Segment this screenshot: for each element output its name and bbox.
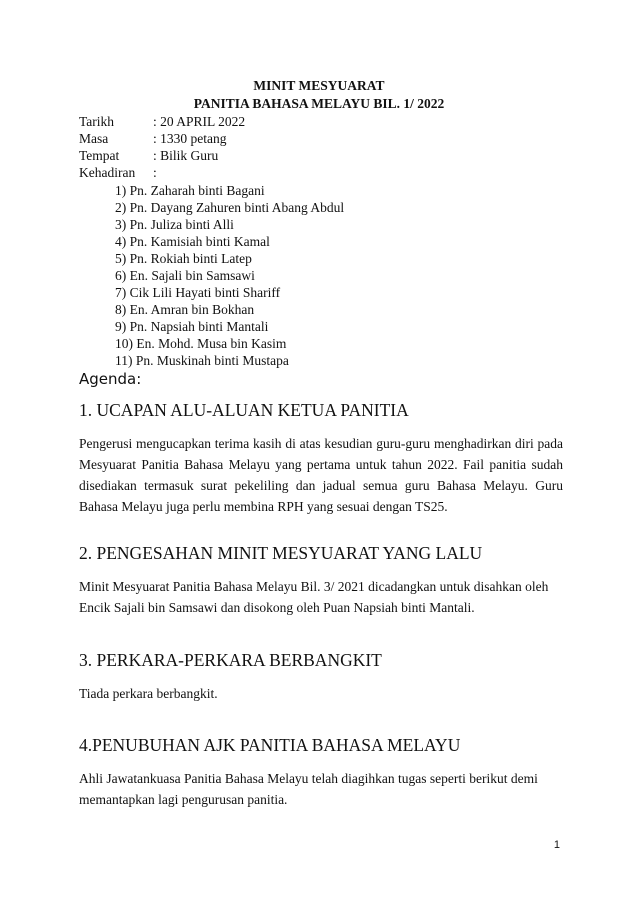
attendee-item: 8) En. Amran bin Bokhan [115,302,255,317]
meta-value: : 20 APRIL 2022 [153,114,246,129]
attendee-item: 2) Pn. Dayang Zahuren binti Abang Abdul [115,200,345,215]
attendee-item: 11) Pn. Muskinah binti Mustapa [115,353,289,368]
attendee-item: 4) Pn. Kamisiah binti Kamal [115,234,270,249]
section-heading: 1. UCAPAN ALU-ALUAN KETUA PANITIA [79,400,409,420]
section-heading: 4.PENUBUHAN AJK PANITIA BAHASA MELAYU [79,735,461,755]
meta-label: Masa [79,131,109,146]
section-body: Pengerusi mengucapkan terima kasih di atas kesudian guru-guru menghadirkan diri pada Mesyuarat Panitia Bahasa Melayu yang pertama untuk tahun 2022. Fail panitia sudah disediakan termasuk surat pekeliling dan jadual semua guru Bahasa Melayu. Guru Bahasa Melayu juga perlu membina RPH yang sesuai dengan TS25. [79,436,563,514]
section-body: Minit Mesyuarat Panitia Bahasa Melayu Bil. 3/ 2021 dicadangkan untuk disahkan oleh Encik Sajali bin Samsawi dan disokong oleh Puan Napsiah binti Mantali. [79,579,549,615]
attendee-list [115,182,344,369]
attendee-item: 10) En. Mohd. Musa bin Kasim [115,336,287,351]
section-body: Tiada perkara berbangkit. [79,686,218,701]
agenda-label: Agenda: [79,370,142,388]
document-title: MINIT MESYUARAT [253,78,385,93]
meta-row-place [79,147,245,164]
section-heading: 2. PENGESAHAN MINIT MESYUARAT YANG LALU [79,543,483,563]
attendee-item: 6) En. Sajali bin Samsawi [115,268,255,283]
meta-label: Tarikh [79,114,115,129]
meta-row-time [79,130,245,147]
meta-value: : 1330 petang [153,131,227,146]
document-subtitle: PANITIA BAHASA MELAYU BIL. 1/ 2022 [193,96,445,111]
meta-value: : Bilik Guru [153,148,219,163]
meta-label: Tempat [79,148,120,163]
page-number: 1 [553,839,560,851]
meta-value: : [153,165,157,180]
agenda-section [79,400,563,517]
meeting-details [79,113,245,181]
section-heading: 3. PERKARA-PERKARA BERBANGKIT [79,650,382,670]
agenda-section [79,543,563,618]
meta-row-attendance [79,164,245,181]
attendee-item: 5) Pn. Rokiah binti Latep [115,251,252,266]
attendee-item: 9) Pn. Napsiah binti Mantali [115,319,269,334]
agenda-section [79,650,563,704]
meta-label: Kehadiran [79,165,136,180]
agenda-section [79,735,563,810]
section-body: Ahli Jawatankuasa Panitia Bahasa Melayu telah diagihkan tugas seperti berikut demi memantapkan lagi pengurusan panitia. [79,771,538,807]
attendee-item: 1) Pn. Zaharah binti Bagani [115,183,265,198]
attendee-item: 7) Cik Lili Hayati binti Shariff [115,285,281,300]
meta-row-date [79,113,245,130]
attendee-item: 3) Pn. Juliza binti Alli [115,217,234,232]
